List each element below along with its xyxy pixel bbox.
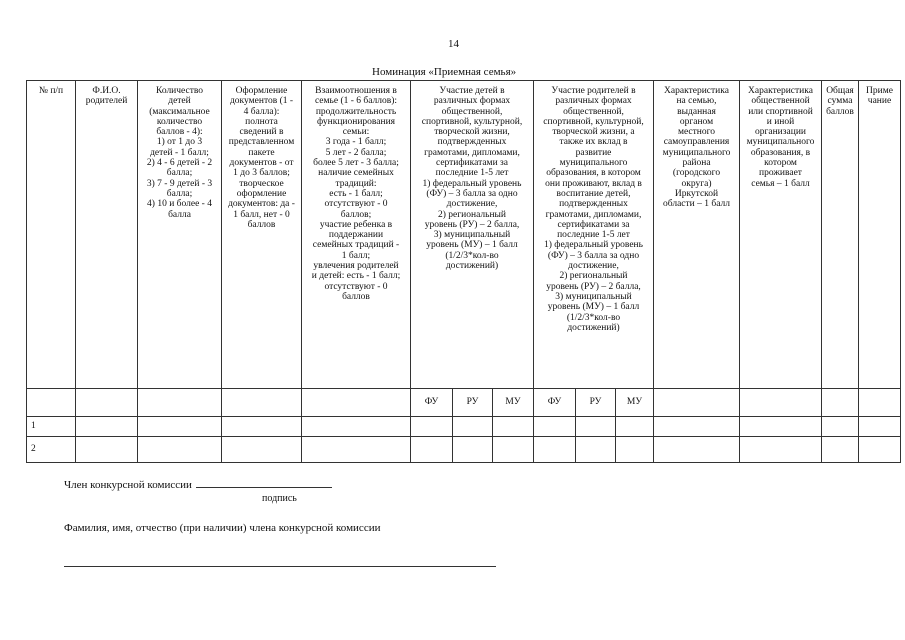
header-line: баллов [247, 219, 276, 230]
header-row [27, 81, 901, 389]
header-line: детей - 1 балл; [150, 147, 209, 158]
header-line: сведений в [239, 127, 284, 138]
header-line: 1 балл; [341, 250, 371, 261]
header-line: 4) 10 и более - 4 [147, 199, 212, 210]
header-line: балла [168, 209, 191, 220]
header-line: полнота [245, 116, 278, 127]
header-line: баллов [826, 106, 854, 117]
header-line: общественной, [441, 106, 503, 117]
header-line: образования, в котором [546, 168, 641, 179]
header-line: Участие родителей в [551, 86, 636, 96]
header-line: местного [677, 127, 716, 138]
signature-field[interactable] [196, 487, 332, 488]
table-cell[interactable] [740, 417, 822, 437]
header-line: более 5 лет - 3 балла; [313, 158, 399, 169]
header-line: семья – 1 балл [751, 178, 810, 189]
subheader-cell [138, 389, 222, 417]
subheader-cell [859, 389, 901, 417]
header-line: Характеристика [748, 86, 813, 96]
subheader-cell [222, 389, 302, 417]
header-line: функционирования [316, 116, 396, 127]
header-line: достижений) [567, 322, 620, 333]
header-line: Приме [866, 86, 893, 96]
header-col-note [859, 81, 901, 389]
signature-line [64, 479, 332, 491]
header-line: спортивной, культурной, [543, 116, 644, 127]
signature-label: Член конкурсной комиссии [64, 479, 192, 491]
header-line: творческое [239, 178, 284, 189]
header-line: увлечения родителей [313, 261, 399, 272]
table-cell[interactable] [859, 417, 901, 437]
table-cell[interactable] [740, 437, 822, 463]
header-line: 1) федеральный уровень [422, 178, 522, 189]
header-line: Иркутской [674, 188, 719, 199]
header-line: выданная [677, 106, 716, 117]
header-line: есть - 1 балл; [329, 188, 383, 199]
header-line: 3) муниципальный [433, 230, 511, 241]
table-cell[interactable] [138, 417, 222, 437]
header-line: (максимальное [149, 106, 210, 117]
table-cell[interactable] [222, 437, 302, 463]
header-line: родителей [85, 96, 128, 107]
header-line: творческой жизни, а [552, 127, 635, 138]
header-line: муниципального [746, 137, 815, 148]
header-line: сумма [827, 96, 853, 107]
header-line: 1) от 1 до 3 [156, 137, 203, 148]
header-line: сертификатами за [435, 158, 508, 169]
header-line: чание [867, 96, 892, 107]
level-label: ФУ [534, 389, 576, 417]
header-line: № п/п [38, 86, 64, 96]
subheader-cell [822, 389, 859, 417]
header-line: (городского [672, 168, 721, 179]
header-line: пакете [248, 147, 275, 158]
header-line: Количество [155, 86, 204, 96]
header-line: (ФУ) – 3 балла за одно [426, 188, 518, 199]
header-line: органом [679, 116, 714, 127]
header-col-parents-participation [534, 81, 654, 389]
header-line: самоуправления [663, 137, 730, 148]
assessment-table [26, 80, 901, 463]
header-line: подтвержденных [559, 199, 628, 210]
row-number: 2 [27, 437, 76, 463]
table-cell[interactable] [616, 437, 654, 463]
header-col-fio [76, 81, 138, 389]
header-line: Характеристика [664, 86, 729, 96]
header-line: наличие семейных [318, 168, 394, 179]
header-col-total [822, 81, 859, 389]
header-line: последние 1-5 лет [557, 230, 630, 241]
table-cell[interactable] [576, 417, 616, 437]
subheader-cell [654, 389, 740, 417]
header-line: 3 года - 1 балл; [325, 137, 387, 148]
header-line: участие ребенка в [319, 219, 393, 230]
table-cell[interactable] [822, 437, 859, 463]
header-line: представленном [228, 137, 295, 148]
header-line: или спортивной [748, 106, 813, 117]
header-line: округа) [681, 178, 712, 189]
header-col-municipal-reference [654, 81, 740, 389]
fullname-field[interactable] [64, 566, 496, 567]
table-cell[interactable] [493, 437, 534, 463]
nomination-title: Номинация «Приемная семья» [372, 66, 517, 78]
header-line: последние 1-5 лет [435, 168, 509, 179]
header-line: документов - от [229, 158, 294, 169]
header-line: Ф.И.О. [92, 86, 121, 96]
header-line: оформление [236, 188, 287, 199]
header-line: района [682, 158, 711, 169]
header-line: семье (1 - 6 баллов): [314, 96, 398, 107]
header-line: документов (1 - [229, 96, 294, 107]
table-cell[interactable] [534, 417, 576, 437]
header-line: муниципального [662, 147, 731, 158]
table-cell[interactable] [654, 437, 740, 463]
header-line: проживает [759, 168, 802, 179]
table-cell[interactable] [453, 437, 493, 463]
header-line: Оформление [235, 86, 288, 96]
header-line: они проживают, вклад в [545, 178, 642, 189]
header-line: количество [156, 116, 203, 127]
header-line: подтвержденных [437, 137, 507, 148]
header-line: Взаимоотношения в [315, 86, 397, 96]
header-line: баллов [342, 291, 370, 302]
header-line: 3) 7 - 9 детей - 3 [146, 178, 213, 189]
header-line: 2) региональный [438, 209, 506, 220]
header-line: сертификатами за [557, 219, 630, 230]
header-line: продолжительность [315, 106, 397, 117]
header-line: балла; [166, 168, 193, 179]
header-line: уровень (МУ) – 1 балл [426, 240, 518, 251]
table-cell[interactable] [302, 417, 411, 437]
header-line: 1 балл, нет - 0 [233, 209, 290, 220]
table-cell[interactable] [654, 417, 740, 437]
header-col-documents [222, 81, 302, 389]
header-line: грамотами, дипломами, [424, 147, 520, 158]
header-line: воспитание детей, [556, 188, 631, 199]
header-line: достижение, [568, 261, 619, 272]
header-line: документов: да - [228, 199, 295, 210]
header-line: уровень (РУ) – 2 балла, [546, 281, 641, 292]
header-line: котором [764, 158, 797, 169]
header-line: и иной [766, 116, 795, 127]
table-cell[interactable] [222, 417, 302, 437]
header-line: 4 балла): [243, 106, 280, 117]
header-line: балла; [166, 188, 193, 199]
header-line: уровень (РУ) – 2 балла, [424, 219, 520, 230]
header-line: баллов; [340, 209, 372, 220]
header-line: уровень (МУ) – 1 балл [547, 302, 640, 313]
header-line: традиций: [335, 178, 377, 189]
header-line: Общая [826, 86, 854, 96]
header-col-children-participation [411, 81, 534, 389]
level-label: РУ [576, 389, 616, 417]
header-line: общественной, [563, 106, 624, 117]
header-line: достижений) [445, 261, 499, 272]
level-label: ФУ [411, 389, 453, 417]
header-line: творческой жизни, [434, 127, 510, 138]
header-line: отсутствуют - 0 [324, 199, 388, 210]
header-line: также их вклад в [559, 137, 628, 148]
table-row [27, 437, 901, 463]
header-line: 2) региональный [559, 271, 628, 282]
header-line: области – 1 балл [663, 199, 730, 210]
level-label: МУ [616, 389, 654, 417]
header-line: семейных традиций - [312, 240, 400, 251]
header-line: (1/2/3*кол-во [566, 312, 621, 323]
header-col-organization-reference [740, 81, 822, 389]
table-cell[interactable] [411, 437, 453, 463]
header-line: семьи: [342, 127, 370, 138]
table-row [27, 417, 901, 437]
header-line: поддержании [328, 230, 384, 241]
header-line: различных формах [433, 96, 511, 107]
table-cell[interactable] [859, 437, 901, 463]
header-line: отсутствуют - 0 [324, 281, 388, 292]
header-line: 3) муниципальный [555, 291, 632, 302]
level-label: МУ [493, 389, 534, 417]
table-cell[interactable] [302, 437, 411, 463]
signature-caption: подпись [262, 493, 297, 504]
table-cell[interactable] [453, 417, 493, 437]
subheader-cell [76, 389, 138, 417]
header-col-children [138, 81, 222, 389]
header-line: (ФУ) – 3 балла за одно [547, 250, 640, 261]
row-number: 1 [27, 417, 76, 437]
subheader-cell [302, 389, 411, 417]
header-line: и детей: есть - 1 балл; [311, 271, 401, 282]
subheader-cell [740, 389, 822, 417]
header-line: общественной [751, 96, 810, 107]
header-line: 1) федеральный уровень [544, 240, 643, 251]
subheader-row [27, 389, 901, 417]
header-line: организации [754, 127, 806, 138]
header-line: детей [168, 96, 191, 107]
table-cell[interactable] [76, 437, 138, 463]
header-line: Участие детей в [439, 86, 505, 96]
header-col-number [27, 81, 76, 389]
table-cell[interactable] [493, 417, 534, 437]
header-col-relations [302, 81, 411, 389]
table-cell[interactable] [534, 437, 576, 463]
fullname-label: Фамилия, имя, отчество (при наличии) члена конкурсной комиссии [64, 522, 381, 534]
level-label: РУ [453, 389, 493, 417]
table-cell[interactable] [138, 437, 222, 463]
header-line: достижение, [446, 199, 498, 210]
header-line: развитие [575, 147, 612, 158]
table-cell[interactable] [76, 417, 138, 437]
table-cell[interactable] [576, 437, 616, 463]
table-cell[interactable] [411, 417, 453, 437]
page-number: 14 [448, 38, 459, 50]
header-line: на семью, [676, 96, 717, 107]
table-cell[interactable] [616, 417, 654, 437]
header-line: грамотами, дипломами, [545, 209, 642, 220]
subheader-cell [27, 389, 76, 417]
header-line: 1 до 3 баллов; [233, 168, 290, 179]
header-line: баллов - 4): [156, 127, 203, 138]
header-line: различных формах [555, 96, 632, 107]
table-cell[interactable] [822, 417, 859, 437]
header-line: муниципального [559, 158, 628, 169]
header-line: 2) 4 - 6 детей - 2 [146, 158, 213, 169]
header-line: спортивной, культурной, [421, 116, 523, 127]
header-line: (1/2/3*кол-во [445, 250, 499, 261]
header-line: 5 лет - 2 балла; [325, 147, 387, 158]
header-line: образования, в [750, 147, 811, 158]
